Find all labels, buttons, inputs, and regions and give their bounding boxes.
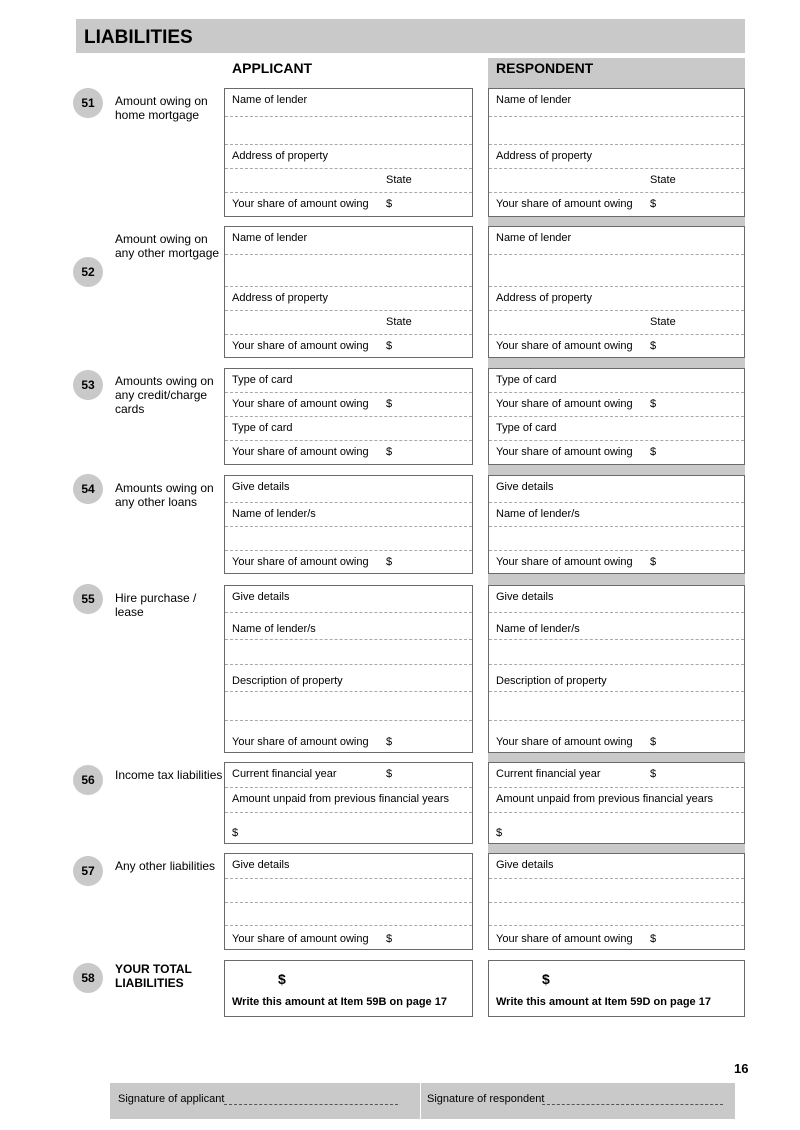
item-label: Amount owing on home mortgage	[115, 94, 208, 122]
field-label: Your share of amount owing	[232, 198, 369, 210]
field-label: Your share of amount owing	[232, 736, 369, 748]
type-of-card-field[interactable]	[489, 417, 744, 441]
respondent-signature-line[interactable]	[542, 1104, 723, 1105]
item-number-badge: 55	[73, 584, 103, 614]
blank-line-field[interactable]	[225, 117, 472, 145]
blank-line-field[interactable]	[225, 640, 472, 665]
field-label: Your share of amount owing	[232, 446, 369, 458]
give-details-field[interactable]	[225, 586, 472, 613]
dollar-sign: $	[542, 971, 550, 987]
current-financial-year-field[interactable]	[225, 763, 472, 788]
blank-line-field[interactable]	[489, 117, 744, 145]
give-details-field[interactable]	[225, 854, 472, 879]
dollar-sign: $	[650, 768, 657, 780]
name-of-lenders-field[interactable]	[225, 503, 472, 527]
share-amount-field[interactable]	[225, 335, 472, 357]
applicant-item-51-box	[224, 88, 473, 217]
field-label: Give details	[496, 859, 554, 871]
blank-line-field[interactable]	[489, 527, 744, 551]
address-of-property-field[interactable]	[489, 145, 744, 169]
address-of-property-field[interactable]	[489, 287, 744, 311]
field-label: Your share of amount owing	[496, 340, 633, 352]
item-number-badge: 53	[73, 370, 103, 400]
share-amount-field[interactable]	[489, 926, 744, 949]
dollar-sign: $	[386, 736, 393, 748]
field-label: Your share of amount owing	[496, 933, 633, 945]
applicant-total-box[interactable]	[224, 960, 473, 1017]
amount-unpaid-value-field[interactable]	[489, 813, 744, 843]
respondent-item-52-box	[488, 226, 745, 358]
give-details-field[interactable]	[225, 476, 472, 503]
state-field[interactable]	[225, 169, 472, 193]
respondent-item-55-box	[488, 585, 745, 753]
item-label: YOUR TOTAL LIABILITIES	[115, 962, 192, 990]
field-label: Current financial year	[232, 768, 337, 780]
name-of-lenders-field[interactable]	[489, 503, 744, 527]
dollar-sign: $	[232, 827, 239, 839]
dollar-sign: $	[650, 933, 657, 945]
respondent-item-54-box	[488, 475, 745, 574]
field-label: Name of lender/s	[232, 623, 316, 635]
name-of-lender-field[interactable]	[489, 89, 744, 117]
respondent-item-56-box	[488, 762, 745, 844]
name-of-lender-field[interactable]	[225, 227, 472, 255]
dollar-sign: $	[650, 198, 657, 210]
applicant-item-52-box	[224, 226, 473, 358]
field-label: Give details	[232, 481, 290, 493]
field-label: Your share of amount owing	[496, 398, 633, 410]
name-of-lenders-field[interactable]	[489, 613, 744, 640]
type-of-card-field[interactable]	[489, 369, 744, 393]
share-amount-field[interactable]	[489, 441, 744, 464]
name-of-lenders-field[interactable]	[225, 613, 472, 640]
field-label: Address of property	[496, 150, 592, 162]
respondent-total-note: Write this amount at Item 59D on page 17	[496, 996, 711, 1008]
field-label: Address of property	[496, 292, 592, 304]
field-label: Give details	[496, 481, 554, 493]
blank-line-field[interactable]	[225, 255, 472, 287]
page-title: LIABILITIES	[84, 27, 193, 48]
share-amount-field[interactable]	[489, 393, 744, 417]
signature-divider	[420, 1083, 421, 1119]
item-label: Amounts owing on any other loans	[115, 481, 214, 509]
current-financial-year-field[interactable]	[489, 763, 744, 788]
dollar-sign: $	[650, 340, 657, 352]
item-number-badge: 51	[73, 88, 103, 118]
blank-line-field[interactable]	[489, 640, 744, 665]
type-of-card-field[interactable]	[225, 417, 472, 441]
field-label: Your share of amount owing	[496, 446, 633, 458]
give-details-field[interactable]	[489, 476, 744, 503]
applicant-item-57-box	[224, 853, 473, 950]
item-number-badge: 52	[73, 257, 103, 287]
share-amount-field[interactable]	[225, 441, 472, 464]
give-details-field[interactable]	[489, 586, 744, 613]
applicant-item-53-box	[224, 368, 473, 465]
field-label: Type of card	[496, 422, 557, 434]
share-amount-field[interactable]	[489, 721, 744, 752]
blank-line-field[interactable]	[489, 903, 744, 926]
type-of-card-field[interactable]	[225, 369, 472, 393]
share-amount-field[interactable]	[225, 193, 472, 216]
dollar-sign: $	[496, 827, 503, 839]
share-amount-field[interactable]	[489, 193, 744, 216]
field-label: Type of card	[232, 422, 293, 434]
field-label: Description of property	[232, 675, 343, 687]
blank-line-field[interactable]	[489, 692, 744, 721]
field-label: Address of property	[232, 150, 328, 162]
applicant-signature-label: Signature of applicant	[118, 1093, 225, 1105]
field-label: Name of lender/s	[496, 623, 580, 635]
respondent-signature-label: Signature of respondent	[427, 1093, 545, 1105]
state-field[interactable]	[225, 311, 472, 335]
field-label: Your share of amount owing	[496, 556, 633, 568]
item-label: Any other liabilities	[115, 859, 216, 873]
applicant-total-note: Write this amount at Item 59B on page 17	[232, 996, 447, 1008]
share-amount-field[interactable]	[225, 926, 472, 949]
blank-line-field[interactable]	[489, 879, 744, 903]
item-label: Amounts owing on any credit/charge cards	[115, 374, 214, 416]
blank-line-field[interactable]	[225, 692, 472, 721]
respondent-column-heading: RESPONDENT	[496, 60, 594, 76]
field-label: Give details	[232, 591, 290, 603]
field-label: Type of card	[232, 374, 293, 386]
field-label: Name of lender	[232, 94, 308, 106]
share-amount-field[interactable]	[489, 551, 744, 573]
field-label: Your share of amount owing	[232, 340, 369, 352]
address-of-property-field[interactable]	[225, 287, 472, 311]
item-number-badge: 58	[73, 963, 103, 993]
field-label: Name of lender/s	[232, 508, 316, 520]
share-amount-field[interactable]	[225, 721, 472, 752]
share-amount-field[interactable]	[225, 551, 472, 573]
applicant-item-55-box	[224, 585, 473, 753]
field-label: Your share of amount owing	[232, 933, 369, 945]
field-label: Give details	[232, 859, 290, 871]
respondent-item-57-box	[488, 853, 745, 950]
item-label: Income tax liabilities	[115, 768, 223, 782]
field-label: Description of property	[496, 675, 607, 687]
field-label: Name of lender/s	[496, 508, 580, 520]
dollar-sign: $	[278, 971, 286, 987]
dollar-sign: $	[386, 398, 393, 410]
field-label: State	[650, 174, 676, 186]
field-label: Address of property	[232, 292, 328, 304]
item-number-badge: 56	[73, 765, 103, 795]
applicant-column-heading: APPLICANT	[232, 60, 313, 76]
dollar-sign: $	[650, 556, 657, 568]
blank-line-field[interactable]	[225, 879, 472, 903]
respondent-item-53-box	[488, 368, 745, 465]
name-of-lender-field[interactable]	[489, 227, 744, 255]
share-amount-field[interactable]	[225, 393, 472, 417]
dollar-sign: $	[386, 768, 393, 780]
field-label: State	[650, 316, 676, 328]
respondent-total-box[interactable]	[488, 960, 745, 1017]
amount-unpaid-field[interactable]	[489, 788, 744, 813]
field-label: Amount unpaid from previous financial years	[232, 793, 450, 805]
amount-unpaid-field[interactable]	[225, 788, 472, 813]
field-label: State	[386, 316, 412, 328]
dollar-sign: $	[650, 446, 657, 458]
field-label: Your share of amount owing	[232, 398, 369, 410]
description-of-property-field[interactable]	[225, 665, 472, 692]
field-label: Type of card	[496, 374, 557, 386]
field-label: Name of lender	[232, 232, 308, 244]
respondent-item-51-box	[488, 88, 745, 217]
applicant-item-54-box	[224, 475, 473, 574]
item-label: Hire purchase / lease	[115, 591, 197, 619]
blank-line-field[interactable]	[489, 255, 744, 287]
field-label: Your share of amount owing	[496, 198, 633, 210]
page-number: 16	[734, 1061, 749, 1076]
amount-unpaid-value-field[interactable]	[225, 813, 472, 843]
share-amount-field[interactable]	[489, 335, 744, 357]
field-label: Current financial year	[496, 768, 601, 780]
field-label: Your share of amount owing	[232, 556, 369, 568]
description-of-property-field[interactable]	[489, 665, 744, 692]
address-of-property-field[interactable]	[225, 145, 472, 169]
state-field[interactable]	[489, 169, 744, 193]
field-label: Name of lender	[496, 94, 572, 106]
dollar-sign: $	[650, 398, 657, 410]
field-label: State	[386, 174, 412, 186]
dollar-sign: $	[386, 933, 393, 945]
item-number-badge: 54	[73, 474, 103, 504]
item-label: Amount owing on any other mortgage	[115, 232, 220, 260]
applicant-signature-line[interactable]	[224, 1104, 398, 1105]
field-label: Amount unpaid from previous financial years	[496, 793, 714, 805]
field-label: Your share of amount owing	[496, 736, 633, 748]
field-label: Name of lender	[496, 232, 572, 244]
dollar-sign: $	[386, 556, 393, 568]
dollar-sign: $	[650, 736, 657, 748]
item-number-badge: 57	[73, 856, 103, 886]
state-field[interactable]	[489, 311, 744, 335]
dollar-sign: $	[386, 198, 393, 210]
name-of-lender-field[interactable]	[225, 89, 472, 117]
dollar-sign: $	[386, 446, 393, 458]
applicant-item-56-box	[224, 762, 473, 844]
give-details-field[interactable]	[489, 854, 744, 879]
dollar-sign: $	[386, 340, 393, 352]
blank-line-field[interactable]	[225, 527, 472, 551]
blank-line-field[interactable]	[225, 903, 472, 926]
field-label: Give details	[496, 591, 554, 603]
